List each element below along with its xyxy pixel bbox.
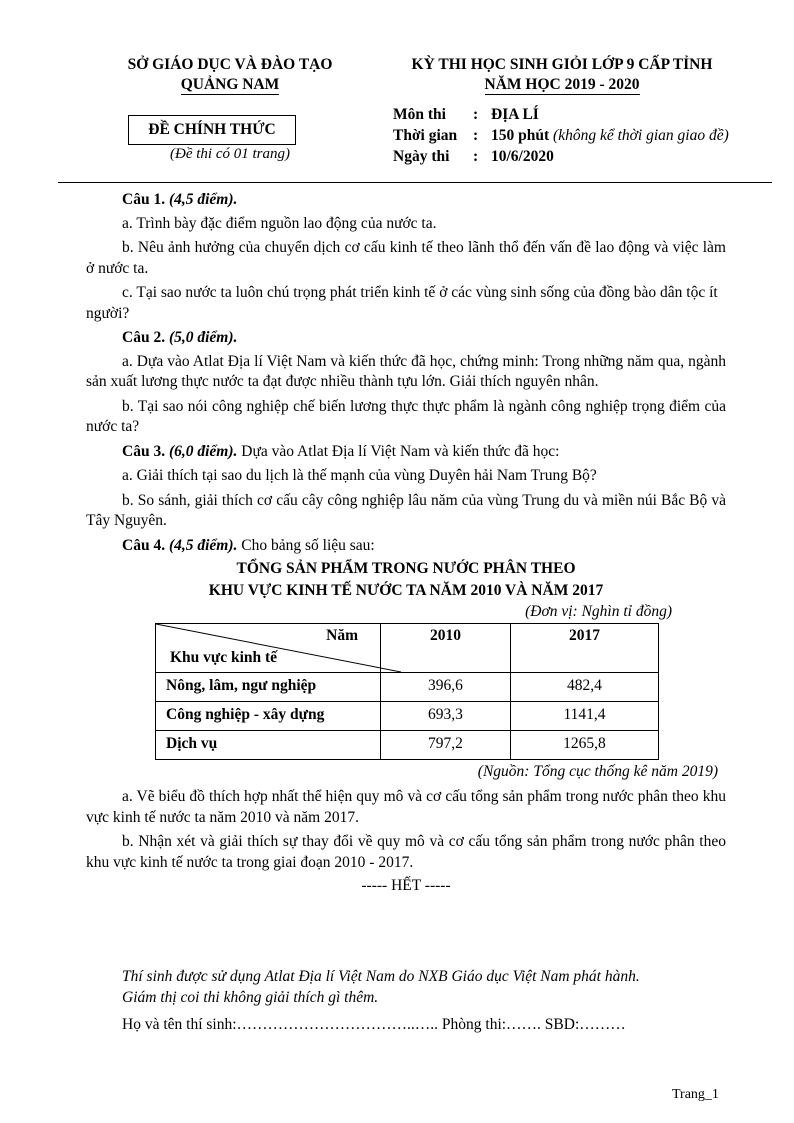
subject-label: Môn thi [393, 106, 446, 123]
question-3-intro: Dựa vào Atlat Địa lí Việt Nam và kiến thức đã học: [241, 442, 560, 460]
table-corner-cell [156, 623, 381, 672]
time-row [393, 125, 729, 146]
date-row [393, 146, 729, 167]
atlas-note: Thí sinh được sử dụng Atlat Địa lí Việt Nam do NXB Giáo dục Việt Nam phát hành. [122, 968, 640, 985]
exam-info [393, 104, 729, 167]
exam-name: KỲ THI HỌC SINH GIỎI LỚP 9 CẤP TỈNH [411, 56, 713, 73]
row-label: Dịch vụ [156, 730, 381, 759]
question-4-heading [86, 536, 726, 557]
official-exam-box: ĐỀ CHÍNH THỨC [128, 115, 296, 145]
exam-header [382, 55, 742, 95]
question-3a: a. Giải thích tại sao du lịch là thế mạnh của vùng Duyên hải Nam Trung Bộ? [122, 467, 597, 484]
year-header-2017: 2017 [510, 623, 658, 672]
subject-value: ĐỊA LÍ [491, 106, 539, 123]
question-2-title: Câu 2. [122, 329, 166, 346]
question-3b: b. So sánh, giải thích cơ cấu cây công nghiệp lâu năm của vùng Trung du và miền núi Bắc Bộ và Tây Nguyên. [86, 491, 726, 529]
gdp-table [155, 623, 659, 760]
question-3-title: Câu 3. [122, 442, 166, 460]
time-note: (không kể thời gian giao đề) [553, 127, 729, 144]
question-3-points: (6,0 điểm). [168, 442, 238, 460]
department-name: SỞ GIÁO DỤC VÀ ĐÀO TẠO [127, 56, 333, 73]
time-colon: : [473, 127, 479, 144]
question-3-heading [86, 442, 726, 463]
cell-value: 693,3 [381, 701, 511, 730]
cell-value: 396,6 [381, 672, 511, 701]
table-title-1: TỔNG SẢN PHẨM TRONG NƯỚC PHÂN THEO [236, 560, 576, 577]
time-value: 150 phút [491, 127, 550, 144]
question-4-intro: Cho bảng số liệu sau: [241, 536, 375, 554]
question-1-title: Câu 1. [122, 191, 166, 208]
proctor-note: Giám thị coi thi không giải thích gì thêm. [122, 989, 379, 1006]
time-label: Thời gian [393, 127, 458, 144]
corner-region-label: Khu vực kinh tế [170, 649, 278, 666]
question-2a: a. Dựa vào Atlat Địa lí Việt Nam và kiến thức đã học, chứng minh: Trong những năm qua, ngành sản xuất lương thực nước ta đạt được nhiều thành tựu lớn. Giải thích nguyên nhân. [86, 352, 726, 390]
header-divider [58, 182, 772, 183]
question-4-title: Câu 4. [122, 536, 166, 554]
subject-row [393, 104, 729, 125]
question-4a: a. Vẽ biểu đồ thích hợp nhất thể hiện quy mô và cơ cấu tổng sản phẩm trong nước phân theo khu vực kinh tế nước ta năm 2010 và năm 2017. [86, 788, 726, 826]
question-4-points: (4,5 điểm). [168, 536, 238, 554]
corner-year-label: Năm [326, 626, 358, 644]
question-4b: b. Nhận xét và giải thích sự thay đổi về quy mô và cơ cấu tổng sản phẩm trong nước phân theo khu vực kinh tế nước ta trong giai đoạn 2010 - 2017. [86, 833, 726, 871]
cell-value: 482,4 [510, 672, 658, 701]
table-row [156, 672, 659, 701]
table-row [156, 701, 659, 730]
department-header [80, 55, 380, 95]
candidate-info-line: Họ và tên thí sinh:……………………………..….. Phòng thi:……. SBD:……… [122, 1016, 626, 1033]
footer-notes [122, 966, 640, 1008]
question-2b: b. Tại sao nói công nghiệp chế biến lương thực thực phẩm là ngành công nghiệp trọng điểm của nước ta? [86, 397, 726, 435]
row-label: Nông, lâm, ngư nghiệp [156, 672, 381, 701]
question-1a: a. Trình bày đặc điểm nguồn lao động của nước ta. [122, 214, 437, 232]
table-row [156, 730, 659, 759]
page-number: Trang_1 [672, 1087, 719, 1102]
date-label: Ngày thi [393, 148, 450, 165]
question-2-heading [86, 328, 726, 349]
pages-note: (Đề thi có 01 trang) [170, 146, 290, 162]
province-name: QUẢNG NAM [180, 76, 280, 93]
table-unit: (Đơn vị: Nghìn tỉ đồng) [525, 603, 672, 620]
table-header-row [156, 623, 659, 672]
date-colon: : [473, 148, 479, 165]
question-2-points: (5,0 điểm). [168, 329, 238, 346]
school-year: NĂM HỌC 2019 - 2020 [484, 76, 640, 93]
question-1c: c. Tại sao nước ta luôn chú trọng phát triển kinh tế ở các vùng sinh sống của đồng bào dân tộc ít người? [86, 284, 718, 322]
exam-content [86, 188, 726, 897]
table-source: (Nguồn: Tổng cục thống kê năm 2019) [477, 762, 718, 780]
cell-value: 797,2 [381, 730, 511, 759]
end-mark: ----- HẾT ----- [361, 877, 451, 894]
row-label: Công nghiệp - xây dựng [156, 701, 381, 730]
subject-colon: : [473, 106, 479, 123]
year-header-2010: 2010 [381, 623, 511, 672]
table-title-2: KHU VỰC KINH TẾ NƯỚC TA NĂM 2010 VÀ NĂM 2017 [208, 582, 604, 599]
cell-value: 1265,8 [510, 730, 658, 759]
date-value: 10/6/2020 [491, 148, 554, 165]
question-1b: b. Nêu ảnh hưởng của chuyển dịch cơ cấu kinh tế theo lãnh thổ đến vấn đề lao động và việc làm ở nước ta. [86, 239, 726, 277]
cell-value: 1141,4 [510, 701, 658, 730]
question-1-points: (4,5 điểm). [168, 191, 238, 208]
question-1-heading [86, 190, 726, 211]
